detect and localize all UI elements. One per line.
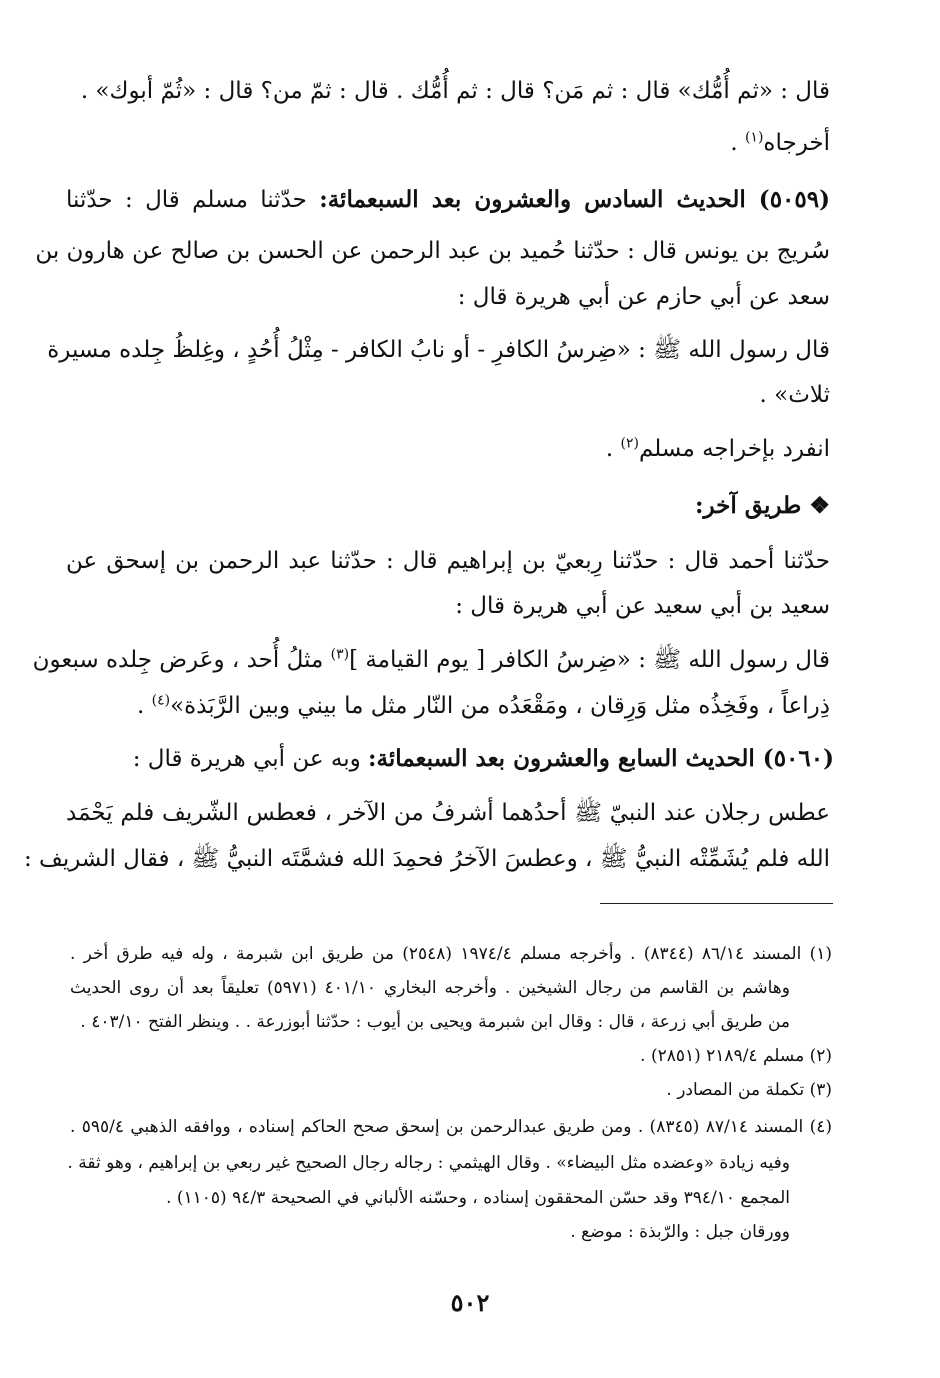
body-line-7: ثلاث» . xyxy=(759,382,830,408)
footnote-ref-4[interactable]: (٤) xyxy=(151,692,171,709)
body-line-6: قال رسول الله ﷺ : «ضِرسُ الكافرِ - أو نابُ الكافر - مِثْلُ أُحُدٍ ، وغِلظُ جِلده مسيرة xyxy=(47,337,830,363)
hadith-5060-title: (٥٠٦٠) الحديث السابع والعشرون بعد السبعمائة: xyxy=(368,745,834,772)
hadith-5059-title: (٥٠٥٩) الحديث السادس والعشرون بعد السبعمائة: xyxy=(319,186,830,213)
footnote-2: (٢) مسلم ٢١٨٩/٤ (٢٨٥١) . xyxy=(640,1046,832,1066)
hadith-5060-heading-line: (٥٠٦٠) الحديث السابع والعشرون بعد السبعمائة: وبه عن أبي هريرة قال : xyxy=(132,745,834,772)
hadith-5059-heading-line: (٥٠٥٩) الحديث السادس والعشرون بعد السبعمائة: حدّثنا مسلم قال : حدّثنا xyxy=(66,186,830,213)
body-line-16: الله فلم يُشَمِّتْه النبيُّ ﷺ ، وعطسَ الآخرُ فحمِدَ الله فشمَّتَه النبيُّ ﷺ ، فقال الشريف : xyxy=(23,846,830,872)
body-line-10: حدّثنا أحمد قال : حدّثنا رِبعيّ بن إبراهيم قال : حدّثنا عبد الرحمن بن إسحق عن xyxy=(66,548,830,574)
footnote-4-line-2: وفيه زيادة «وعضده مثل البيضاء» . وقال الهيثمي : رجاله رجال الصحيح غير ربعي بن إبراهيم ، وهو ثقة . xyxy=(67,1153,790,1173)
body-line-11: سعيد بن أبي سعيد عن أبي هريرة قال : xyxy=(455,593,830,619)
body-line-1: قال : «ثم أُمُّك» قال : ثم مَن؟ قال : ثم أُمُّك . قال : ثمّ من؟ قال : «ثُمّ أبوك» . xyxy=(80,78,830,104)
page-number: ٥٠٢ xyxy=(450,1288,490,1317)
footnote-3: (٣) تكملة من المصادر . xyxy=(666,1080,832,1100)
body-line-13: ذِراعاً ، وفَخِذُه مثل وَرِقان ، ومَقْعَدُه من النّار مثل ما بيني وبين الرَّبَذة»$^{(٤)}$ . xyxy=(137,692,830,719)
footnote-4-line-1: (٤) المسند ٨٧/١٤ (٨٣٤٥) . ومن طريق عبدالرحمن بن إسحق صحح الحاكم إسناده ، ووافقه الذهبي ٥٩٥/٤ . xyxy=(70,1117,833,1137)
body-line-8: انفرد بإخراجه مسلم$^{(٢)}$ . xyxy=(605,435,830,462)
section-heading-tariq: ❖ طريق آخر: xyxy=(694,492,830,519)
footnote-1-line-1: (١) المسند ٨٦/١٤ (٨٣٤٤) . وأخرجه مسلم ١٩٧٤/٤ (٢٥٤٨) من طريق ابن شبرمة ، وله فيه طرق أخر . xyxy=(70,944,832,964)
footnote-1-line-3: من طريق أبي زرعة ، قال : وقال ابن شبرمة ويحيى بن أيوب : حدّثنا أبوزرعة . . وينظر الفتح ٤٠٣/١٠ . xyxy=(80,1012,790,1032)
body-line-5: سعد عن أبي حازم عن أبي هريرة قال : xyxy=(457,284,830,310)
body-line-4: سُريج بن يونس قال : حدّثنا حُميد بن عبد الرحمن عن الحسن بن صالح عن هارون بن xyxy=(35,238,830,264)
footnote-1-line-2: وهاشم بن القاسم من رجال الشيخين . وأخرجه البخاري ٤٠١/١٠ (٥٩٧١) تعليقاً بعد أن روى الحديث xyxy=(70,978,790,998)
footnote-ref-3[interactable]: (٣) xyxy=(330,646,350,663)
footnote-ref-2[interactable]: (٢) xyxy=(620,435,639,452)
body-line-15: عطس رجلان عند النبيّ ﷺ أحدُهما أشرفُ من الآخر ، فعطس الشّريف فلم يَحْمَد xyxy=(66,800,830,826)
footnote-4-line-3: المجمع ٣٩٤/١٠ وقد حسّن المحققون إسناده ، وحسّنه الألباني في الصحيحة ٩٤/٣ (١١٠٥) . xyxy=(166,1188,790,1208)
body-line-12: قال رسول الله ﷺ : «ضِرسُ الكافر [ يوم القيامة ]$^{(٣)}$ مثلُ أُحد ، وعَرض جِلده سبعون xyxy=(32,646,830,673)
footnote-ref-1[interactable]: (١) xyxy=(744,129,764,146)
footnote-4-line-4: وورقان جبل : والرّبذة : موضع . xyxy=(570,1222,790,1242)
body-line-2: أخرجاه$^{(١)}$ . xyxy=(730,129,830,156)
footnote-separator xyxy=(600,903,833,904)
